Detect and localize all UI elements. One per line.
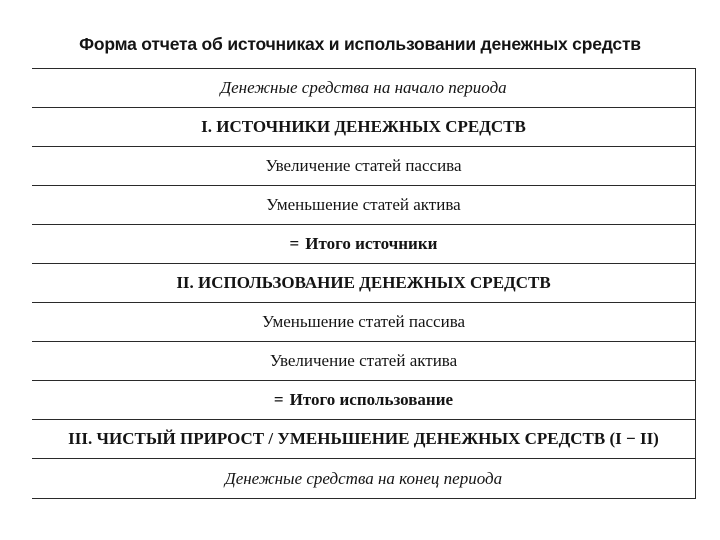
page-title: Форма отчета об источниках и использовании денежных средств xyxy=(79,34,641,54)
row-liabilities-increase xyxy=(32,147,695,186)
row-liabilities-decrease xyxy=(32,303,695,342)
row-opening-balance xyxy=(32,69,695,108)
row-label: I. ИСТОЧНИКИ ДЕНЕЖНЫХ СРЕДСТВ xyxy=(201,117,526,136)
row-label: Денежные средства на начало периода xyxy=(220,78,507,97)
row-assets-increase xyxy=(32,342,695,381)
equals-sign: = xyxy=(289,234,300,253)
row-label: III. ЧИСТЫЙ ПРИРОСТ / УМЕНЬШЕНИЕ ДЕНЕЖНЫХ СРЕДСТВ (I − II) xyxy=(68,429,659,448)
row-label: Итого источники xyxy=(305,234,438,253)
row-label: Увеличение статей пассива xyxy=(265,156,462,175)
row-sources-header xyxy=(32,108,695,147)
row-total-uses xyxy=(32,381,695,420)
row-label: Итого использование xyxy=(289,390,454,409)
row-label: Увеличение статей актива xyxy=(269,351,458,370)
row-closing-balance xyxy=(32,459,695,499)
row-label: Уменьшение статей актива xyxy=(266,195,461,214)
row-net-change-header xyxy=(32,420,695,459)
equals-sign: = xyxy=(273,390,284,409)
row-label: Уменьшение статей пассива xyxy=(261,312,466,331)
row-label: II. ИСПОЛЬЗОВАНИЕ ДЕНЕЖНЫХ СРЕДСТВ xyxy=(176,273,551,292)
row-label: Денежные средства на конец периода xyxy=(224,468,503,488)
report-table xyxy=(32,68,696,499)
row-uses-header xyxy=(32,264,695,303)
row-total-sources xyxy=(32,225,695,264)
row-assets-decrease xyxy=(32,186,695,225)
